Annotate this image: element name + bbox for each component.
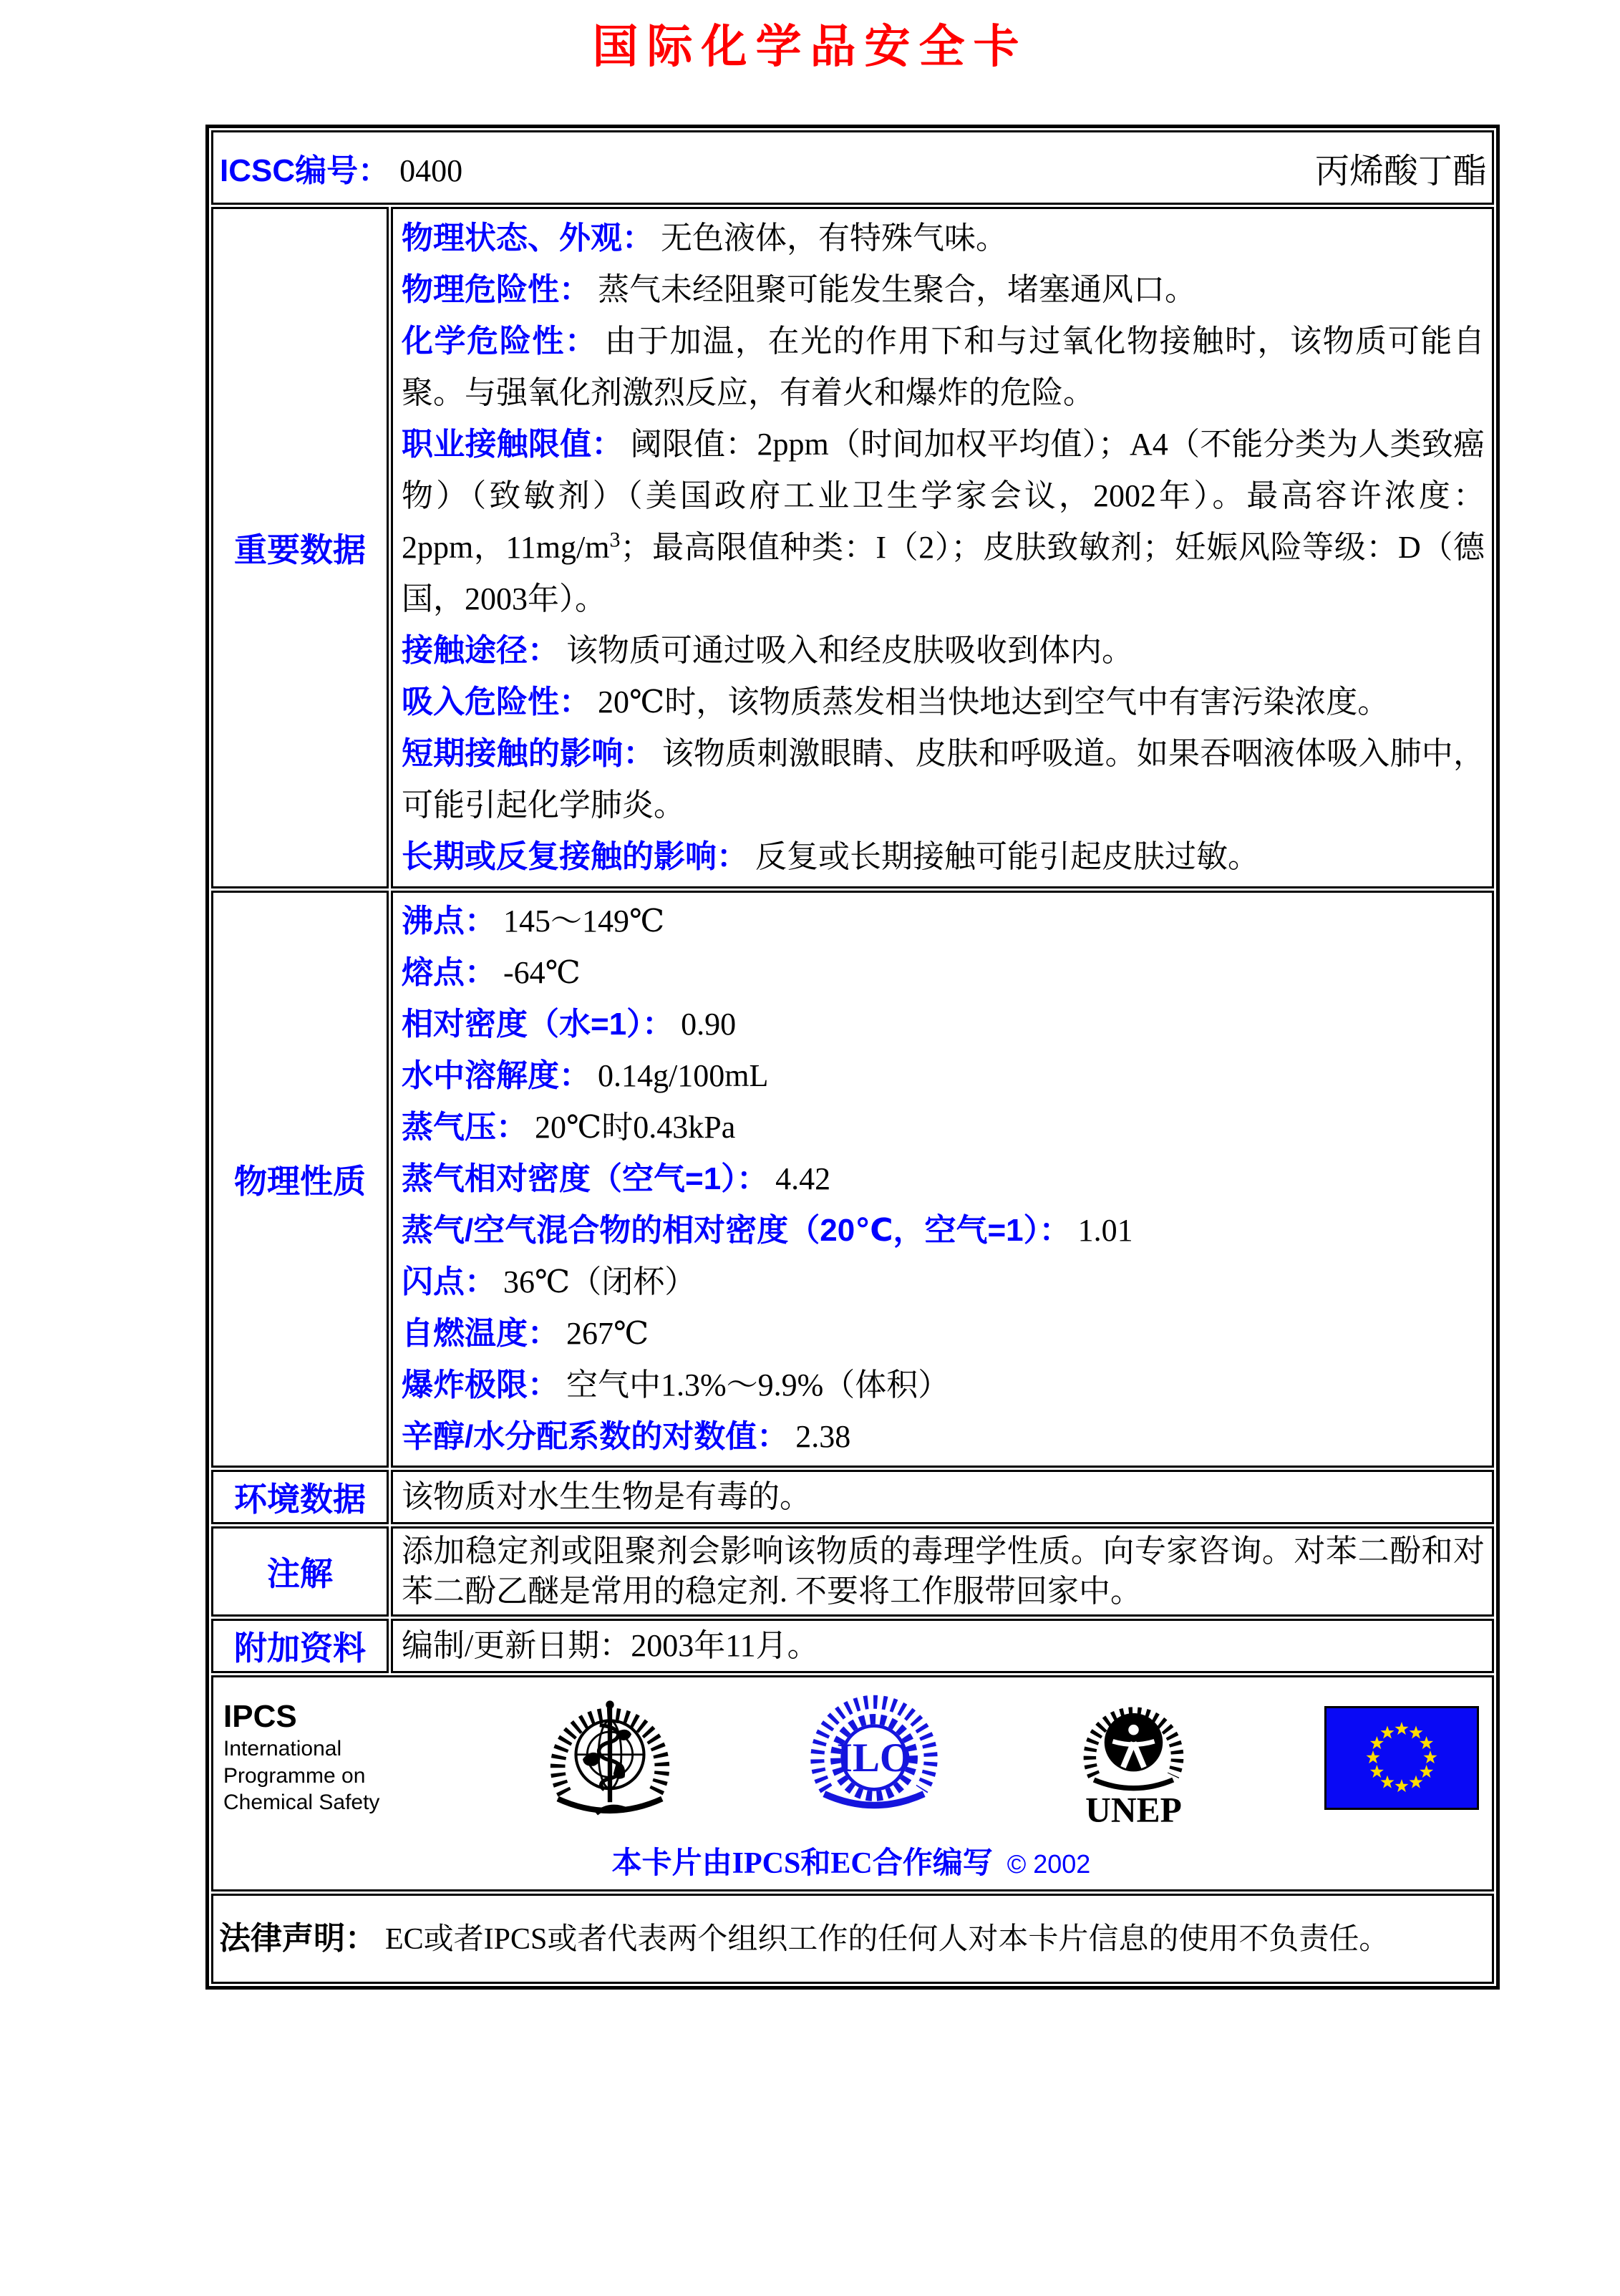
ilo-logo-icon	[806, 1690, 942, 1826]
logos-row	[211, 1675, 1494, 1891]
environmental-data-content	[391, 1470, 1494, 1524]
field-short-term-effects: 短期接触的影响： 该物质刺激眼睛、皮肤和呼吸道。如果吞咽液体吸入肺中，可能引起化学肺炎。	[402, 736, 1485, 823]
additional-info-row	[211, 1619, 1494, 1673]
field-vapor-relative-density: 蒸气相对密度（空气=1）： 4.42	[402, 1161, 831, 1196]
footer-caption-line	[223, 1839, 1479, 1882]
additional-info-content	[391, 1619, 1494, 1673]
header-cell	[211, 130, 1494, 205]
unep-logo-icon	[1071, 1688, 1196, 1828]
field-environmental-data: 该物质对水生生物是有毒的。	[402, 1479, 811, 1514]
field-physical-state-appearance: 物理状态、外观： 无色液体，有特殊气味。	[402, 221, 1007, 256]
section-label-important-data: 重要数据	[211, 207, 389, 888]
superscript-3: 3	[609, 528, 621, 552]
field-physical-dangers: 物理危险性： 蒸气未经阻聚可能发生聚合，堵塞通风口。	[402, 272, 1196, 307]
ipcs-title: IPCS	[223, 1699, 297, 1735]
field-inhalation-risk: 吸入危险性： 20℃时，该物质蒸发相当快地达到空气中有害污染浓度。	[402, 684, 1389, 720]
field-notes: 添加稳定剂或阻聚剂会影响该物质的毒理学性质。向专家咨询。对苯二酚和对苯二酚乙醚是常用的稳定剂. 不要将工作服带回家中。	[402, 1534, 1485, 1609]
footer-copyright: © 2002	[1007, 1849, 1091, 1879]
field-relative-density: 相对密度（水=1）： 0.90	[402, 1007, 737, 1042]
legal-row	[211, 1894, 1494, 1984]
field-octanol-water-partition: 辛醇/水分配系数的对数值： 2.38	[402, 1419, 851, 1454]
field-update-date: 编制/更新日期：2003年11月。	[402, 1628, 819, 1663]
environmental-data-row	[211, 1470, 1494, 1524]
field-boiling-point: 沸点： 145～149℃	[402, 904, 665, 939]
field-routes-of-exposure: 接触途径： 该物质可通过吸入和经皮肤吸收到体内。	[402, 633, 1133, 668]
logos-cell	[211, 1675, 1494, 1891]
field-long-term-effects: 长期或反复接触的影响： 反复或长期接触可能引起皮肤过敏。	[402, 839, 1259, 874]
who-logo-icon	[542, 1688, 678, 1828]
ipcs-subtitle-line: Chemical Safety	[223, 1791, 380, 1815]
icsc-number-label: ICSC编号：	[220, 153, 390, 188]
ipcs-subtitle-line: International	[223, 1737, 342, 1761]
physical-properties-content	[391, 891, 1494, 1468]
field-flash-point: 闪点： 36℃（闭杯）	[402, 1264, 697, 1299]
field-water-solubility: 水中溶解度： 0.14g/100mL	[402, 1058, 769, 1093]
important-data-row	[211, 207, 1494, 888]
field-explosive-limits: 爆炸极限： 空气中1.3%～9.9%（体积）	[402, 1367, 950, 1403]
legal-cell	[211, 1894, 1494, 1984]
physical-properties-row	[211, 891, 1494, 1468]
field-occupational-exposure-limits: 职业接触限值： 阈限值：2ppm（时间加权平均值）；A4（不能分类为人类致癌物）（致敏剂）（美国政府工业卫生学家会议，2002年）。最高容许浓度：2ppm，$11mg/m^3$；最高限值种类：I（2）；皮肤致敏剂；妊娠风险等级：D（德国，2003年）。	[402, 427, 1485, 616]
notes-content	[391, 1526, 1494, 1617]
section-label-physical-properties: 物理性质	[211, 891, 389, 1468]
field-melting-point: 熔点： -64℃	[402, 955, 581, 990]
field-chemical-dangers: 化学危险性： 由于加温，在光的作用下和与过氧化物接触时，该物质可能自聚。与强氧化剂激烈反应，有着火和爆炸的危险。	[402, 324, 1485, 410]
icsc-number-value: 0400	[399, 153, 463, 188]
icsc-card-table	[205, 125, 1500, 1990]
section-label-additional-info: 附加资料	[211, 1619, 389, 1673]
page-title: 国际化学品安全卡	[592, 21, 1028, 72]
chemical-name: 丙烯酸丁酯	[1314, 152, 1487, 190]
section-label-notes: 注解	[211, 1526, 389, 1617]
page	[0, 10, 1620, 1990]
ipcs-text-block	[223, 1699, 413, 1816]
field-autoignition-temperature: 自燃温度： 267℃	[402, 1316, 649, 1351]
ipcs-subtitle-line: Programme on	[223, 1763, 366, 1788]
important-data-content	[391, 207, 1494, 888]
footer-caption: 本卡片由IPCS和EC合作编写	[611, 1847, 993, 1880]
icsc-number-group	[220, 145, 462, 190]
header-row	[211, 130, 1494, 205]
eu-flag-icon	[1324, 1706, 1479, 1810]
field-vapor-air-mixture-density: 蒸气/空气混合物的相对密度（20℃，空气=1）： 1.01	[402, 1213, 1133, 1248]
section-label-environmental-data: 环境数据	[211, 1470, 389, 1524]
unep-logo-text: UNEP	[1085, 1789, 1182, 1828]
ilo-logo-text: ILO	[836, 1735, 912, 1781]
field-vapor-pressure: 蒸气压： 20℃时0.43kPa	[402, 1110, 736, 1145]
notes-row	[211, 1526, 1494, 1617]
field-legal-notice: 法律声明： EC或者IPCS或者代表两个组织工作的任何人对本卡片信息的使用不负责任。	[219, 1920, 1389, 1956]
